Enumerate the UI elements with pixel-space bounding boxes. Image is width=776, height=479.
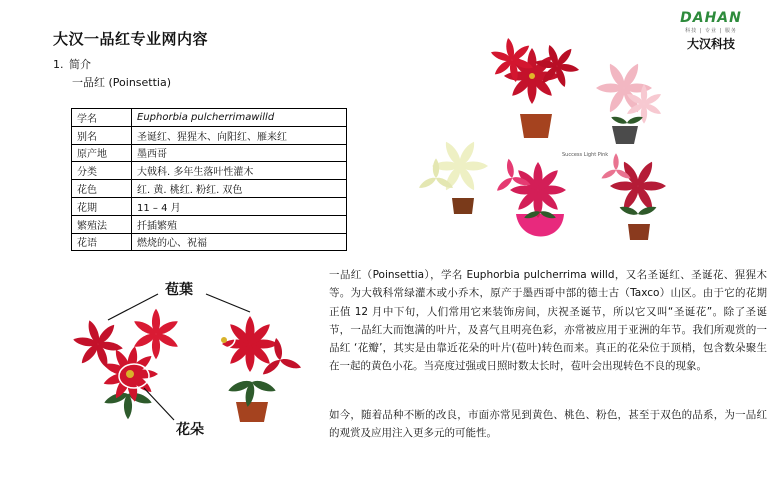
logo-wordmark: DAHAN: [680, 10, 742, 26]
info-value: 大戟科. 多年生落叶性灌木: [132, 162, 347, 180]
bract-pointer-line-left: [108, 294, 158, 320]
info-key: 花色: [72, 180, 132, 198]
logo-cn-name: 大汉科技: [686, 37, 735, 51]
info-row: [72, 126, 347, 144]
flower-label: 花朵: [176, 422, 204, 438]
info-value: 墨西哥: [132, 144, 347, 162]
page-title: 大汉一品红专业网内容: [53, 30, 209, 48]
section-label: 简介: [69, 58, 91, 71]
marbled-poinsettia-plant: [600, 153, 666, 240]
info-key: 花期: [72, 197, 132, 215]
anatomy-plant-right: [213, 316, 302, 422]
info-key: 原产地: [72, 144, 132, 162]
section-number: 1.: [53, 58, 64, 71]
info-value: 圣诞红、猩猩木、向阳红、雁来红: [132, 126, 347, 144]
red-poinsettia-plant: [490, 37, 580, 138]
bract-label: 苞葉: [165, 282, 193, 298]
flower-pointer-line: [144, 388, 174, 420]
intro-paragraph: 一品红（Poinsettia），学名 Euphorbia pulcherrima willd，又名圣诞红、圣诞花、猩猩木等。为大戟科常绿灌木或小乔木，原产于墨西哥中部的德士古（Taxco）山区。由于它的花期正值 12 月中下旬，人们常用它来装饰房间，庆祝圣诞节，所以它又叫“圣诞花”。除了圣诞节，一品红大而饱满的叶片，及喜气且明亮色彩，亦常被应用于亚洲的年节。我们所观赏的一品红 ‘花瓣’，其实是由靠近花朵的叶片(苞叶)转色而来。真正的花朵位于顶梢，包含数朵聚生在一起的黄色小花。当亮度过强或日照时数太长时，苞叶会出现转色不良的现象。: [329, 269, 767, 373]
logo-tagline: 科技 | 专业 | 服务: [685, 28, 737, 34]
varieties-paragraph: 如今，随着品种不断的改良，市面亦常见到黄色、桃色、粉色，甚至于双色的品系，为一品红的观赏及应用注入更多元的可能性。: [329, 409, 767, 440]
info-row: [72, 233, 347, 251]
bract-pointer-line-right: [206, 294, 250, 312]
info-row: [72, 215, 347, 233]
info-value: 11 – 4 月: [132, 197, 347, 215]
info-row: [72, 162, 347, 180]
info-row: [72, 180, 347, 198]
poinsettia-anatomy-photo: [58, 282, 318, 442]
cream-poinsettia-plant: [417, 140, 488, 214]
info-row: [72, 144, 347, 162]
info-row: [72, 109, 347, 127]
info-value: 扦插繁殖: [132, 215, 347, 233]
photo-variety-caption: Success Light Pink: [562, 152, 609, 158]
pink-poinsettia-plant: [596, 62, 663, 144]
info-table: [71, 108, 347, 251]
info-value: 红. 黄. 桃红. 粉红. 双色: [132, 180, 347, 198]
hot-pink-poinsettia-plant: [495, 158, 566, 236]
info-key: 繁殖法: [72, 215, 132, 233]
poinsettia-variety-photo: [412, 18, 690, 254]
info-row: [72, 197, 347, 215]
info-key: 学名: [72, 109, 132, 127]
info-key: 花语: [72, 233, 132, 251]
section-subtitle: 一品红 (Poinsettia): [72, 76, 171, 89]
info-value: 燃烧的心、祝福: [132, 233, 347, 251]
section-heading: [53, 56, 91, 72]
info-key: 别名: [72, 126, 132, 144]
anatomy-plant-left: [72, 309, 179, 419]
info-value: Euphorbia pulcherrimawilld: [132, 109, 347, 127]
info-key: 分类: [72, 162, 132, 180]
